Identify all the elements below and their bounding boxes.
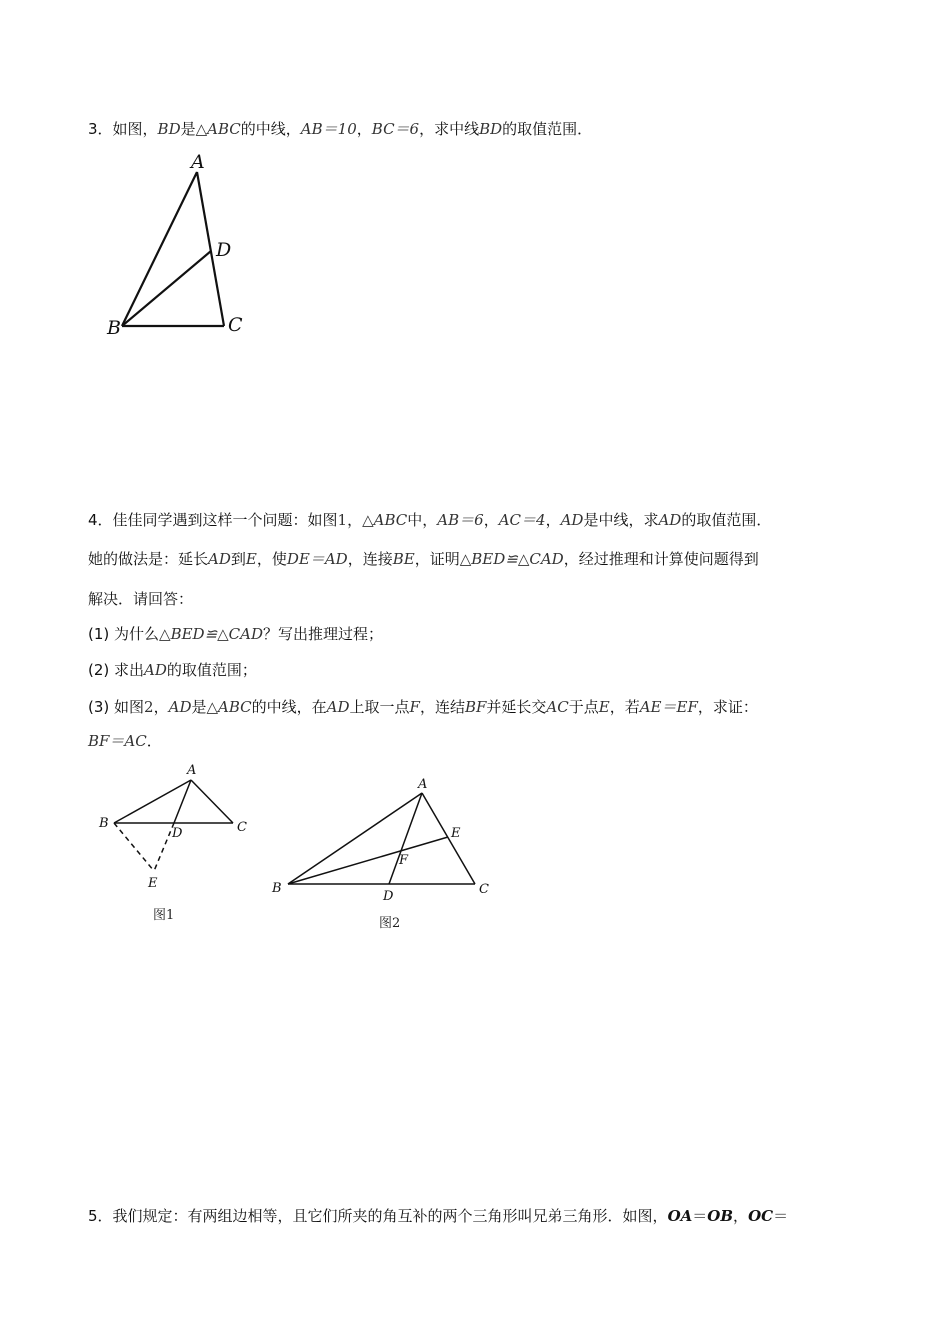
q4-p3-bf: BF (464, 698, 487, 716)
q3-tail2: 的取值范围． (502, 120, 593, 138)
q4-l2-de: DE＝AD (286, 550, 348, 568)
q4-p3-e2: E (598, 698, 610, 716)
q3-bd2: BD (479, 120, 503, 138)
q3-label-c: C (228, 314, 243, 336)
fig2-label-d: D (383, 889, 394, 904)
q4-l1-ad2: AD (658, 511, 682, 529)
q3-bd: BD (157, 120, 181, 138)
q4-l1-sep2: ， (483, 511, 499, 529)
q4-p3-num: (3) (88, 698, 110, 716)
q5-eq2: ＝ (773, 1207, 789, 1225)
q4-p2-num: (2) (88, 661, 110, 679)
q5-ob: OB (707, 1207, 734, 1225)
q4-line3: 解决．请回答： (88, 590, 194, 608)
q4-p1-text: 为什么 (114, 625, 160, 643)
q5-oa: OA (667, 1207, 693, 1225)
q4-l1-tri: △ABC (362, 511, 408, 529)
q4-l1-ac: AC＝4 (498, 511, 546, 529)
q4-l2-make: ，使 (256, 550, 287, 568)
q4-l1-tail2: 的取值范围． (681, 511, 772, 529)
fig2-line-be (288, 837, 448, 884)
q4-p3-c: 是 (191, 698, 207, 716)
q4-l1-fig: 1 (337, 511, 348, 529)
q4-p3-ac: AC (546, 698, 569, 716)
q4-p3-k: ，求证： (697, 698, 758, 716)
q4-l2-ad: AD (208, 550, 231, 568)
q3-comma: ， (356, 120, 372, 138)
fig2-label-b: B (272, 881, 282, 896)
q4-p3-j: ，若 (609, 698, 640, 716)
q4-p2-tail: 的取值范围； (166, 661, 257, 679)
q3-triangle: △ABC (195, 120, 241, 138)
fig1-label-a: A (187, 763, 197, 778)
q4-p3-h: 并延长交 (486, 698, 547, 716)
q4-p3-bfac: BF＝AC (88, 732, 147, 750)
q4-l1-tail1: 是中线，求 (583, 511, 659, 529)
q4-p2-ad: AD (144, 661, 167, 679)
q3-label-d: D (216, 239, 232, 261)
q4-l1-ad: AD (560, 511, 584, 529)
q4-p3-f: F (409, 698, 420, 716)
q3-label-a: A (191, 151, 205, 173)
fig1-label-e: E (148, 876, 158, 891)
q4-l1-mid: 中， (407, 511, 438, 529)
q3-median: 的中线， (240, 120, 301, 138)
q4-l2-prove: ，证明 (414, 550, 460, 568)
q5-text (88, 1206, 788, 1226)
q5-eq1: ＝ (692, 1207, 708, 1225)
q4-p3-end: ． (146, 732, 162, 750)
fig1-label-d: D (172, 826, 183, 841)
q4-p3-aeef: AE＝EF (639, 698, 698, 716)
fig2-caption: 图2 (379, 916, 401, 931)
q5-oc: OC (748, 1207, 774, 1225)
q4-l2-to: 到 (230, 550, 246, 568)
fig2-label-f: F (399, 853, 409, 868)
q4-l1-prefix: 4．佳佳同学遇到这样一个问题：如图 (88, 511, 338, 529)
q3-tail1: ，求中线 (419, 120, 480, 138)
q3-bc: BC＝6 (371, 120, 420, 138)
q3-label-b: B (107, 317, 121, 339)
q4-p3-d: 的中线，在 (251, 698, 327, 716)
q4-p3-ad: AD (168, 698, 192, 716)
q4-p1-cong: △BED≌△CAD (159, 625, 264, 643)
q4-l2-tail: ，经过推理和计算使问题得到 (563, 550, 759, 568)
q4-p3-tri: △ABC (206, 698, 252, 716)
q3-prefix: 3．如图， (88, 120, 158, 138)
q4-l2-e: E (245, 550, 257, 568)
q4-p1-num: (1) (88, 625, 110, 643)
q3-is: 是 (180, 120, 196, 138)
q4-l2-prefix: 她的做法是：延长 (88, 550, 209, 568)
q4-l1-sep3: ， (545, 511, 561, 529)
q3-ab: AB＝10 (300, 120, 357, 138)
q4-p3-i: 于点 (568, 698, 599, 716)
q4-l2-be: BE (392, 550, 415, 568)
q4-p3-e: 上取一点 (349, 698, 410, 716)
q5-prefix: 5．我们规定：有两组边相等，且它们所夹的角互补的两个三角形叫兄弟三角形．如图， (88, 1207, 668, 1225)
fig2-side-ab (288, 793, 422, 884)
fig1-caption: 图1 (153, 908, 175, 923)
q4-l1-sep1: ， (347, 511, 363, 529)
q4-p2-text: 求出 (114, 661, 145, 679)
fig1-label-c: C (237, 820, 247, 835)
q4-p3-g: ，连结 (419, 698, 465, 716)
fig2-side-ac (422, 793, 475, 884)
fig2-label-a: A (418, 777, 428, 792)
q4-p1-tail: ？写出推理过程； (263, 625, 384, 643)
q4-l2-cong: △BED≌△CAD (459, 550, 564, 568)
q4-p3-b: ， (153, 698, 169, 716)
q4-l2-connect: ，连接 (347, 550, 393, 568)
q4-p3-ad2: AD (326, 698, 350, 716)
q4-p3-a: 如图 (114, 698, 145, 716)
fig2-label-e: E (451, 826, 461, 841)
fig2-median-ad (389, 793, 422, 884)
fig1-label-b: B (99, 816, 109, 831)
q4-l1-ab: AB＝6 (437, 511, 484, 529)
q4-p3-fig: 2 (144, 698, 154, 716)
fig2-label-c: C (479, 882, 489, 897)
q5-comma: ， (733, 1207, 749, 1225)
